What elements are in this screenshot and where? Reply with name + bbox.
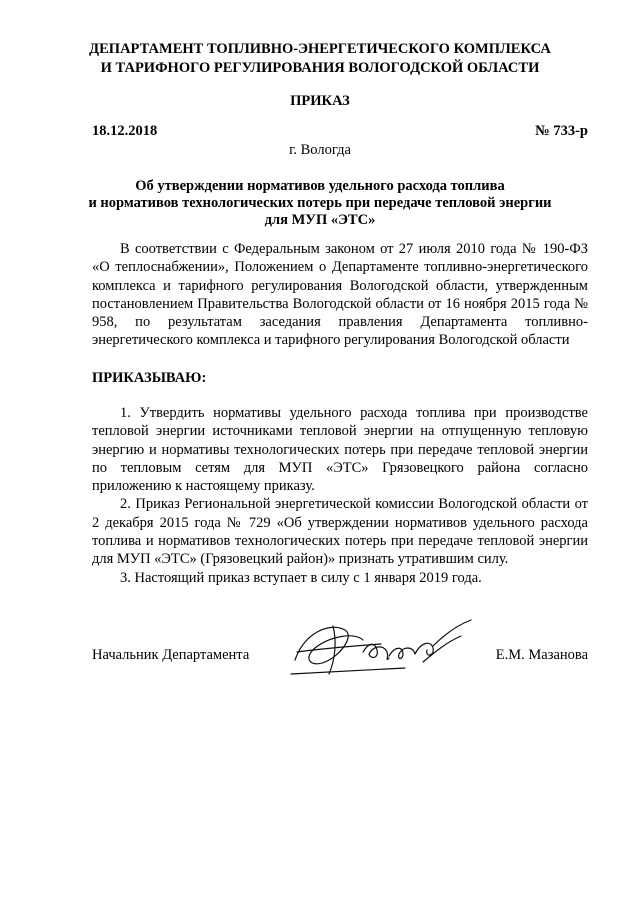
order-subject xyxy=(70,178,570,229)
subject-line-3: для МУП «ЭТС» xyxy=(264,212,376,228)
document-type: ПРИКАЗ xyxy=(290,93,350,109)
order-item-3: 3. Настоящий приказ вступает в силу с 1 января 2019 года. xyxy=(120,569,482,586)
signer-position: Начальник Департамента xyxy=(92,647,250,663)
preamble-paragraph: В соответствии с Федеральным законом от 27 июля 2010 года № 190-ФЗ «О теплоснабжении», Положением о Департаменте топливно-энергетического комплекса и тарифного регулирования Вологодской области, утвержденным постановлением Правительства Вологодской области от 16 ноября 2015 года № 958, по результатам заседания правления Департамента топливно-энергетического комплекса и тарифного регулирования Вологодской области xyxy=(92,241,588,349)
order-city: г. Вологда xyxy=(289,142,351,158)
subject-line-2: и нормативов технологических потерь при передаче тепловой энергии xyxy=(88,195,552,211)
order-item-1: 1. Утвердить нормативы удельного расхода топлива при производстве тепловой энергии источниками тепловой энергии на отпущенную тепловую энергию и нормативы технологических потерь при передаче тепловой энергии по тепловым сетям для МУП «ЭТС» Грязовецкого района согласно приложению к настоящему приказу. xyxy=(92,405,588,495)
subject-line-1: Об утверждении нормативов удельного расхода топлива xyxy=(135,178,505,194)
order-number: № 733-р xyxy=(535,123,588,139)
department-line-2: И ТАРИФНОГО РЕГУЛИРОВАНИЯ ВОЛОГОДСКОЙ ОБЛАСТИ xyxy=(100,60,540,76)
order-item-2: 2. Приказ Региональной энергетической комиссии Вологодской области от 2 декабря 2015 года № 729 «Об утверждении нормативов удельного расхода топлива и нормативов технологических потерь при передаче тепловой энергии для МУП «ЭТС» (Грязовецкий район)» признать утратившим силу. xyxy=(92,496,588,568)
handwritten-signature xyxy=(285,612,485,682)
order-date: 18.12.2018 xyxy=(92,123,158,139)
department-line-1: ДЕПАРТАМЕНТ ТОПЛИВНО-ЭНЕРГЕТИЧЕСКОГО КОМПЛЕКСА xyxy=(89,41,551,57)
department-header xyxy=(60,40,580,78)
decree-word: ПРИКАЗЫВАЮ: xyxy=(92,370,207,386)
order-items xyxy=(92,404,588,587)
signer-name: Е.М. Мазанова xyxy=(495,647,588,663)
